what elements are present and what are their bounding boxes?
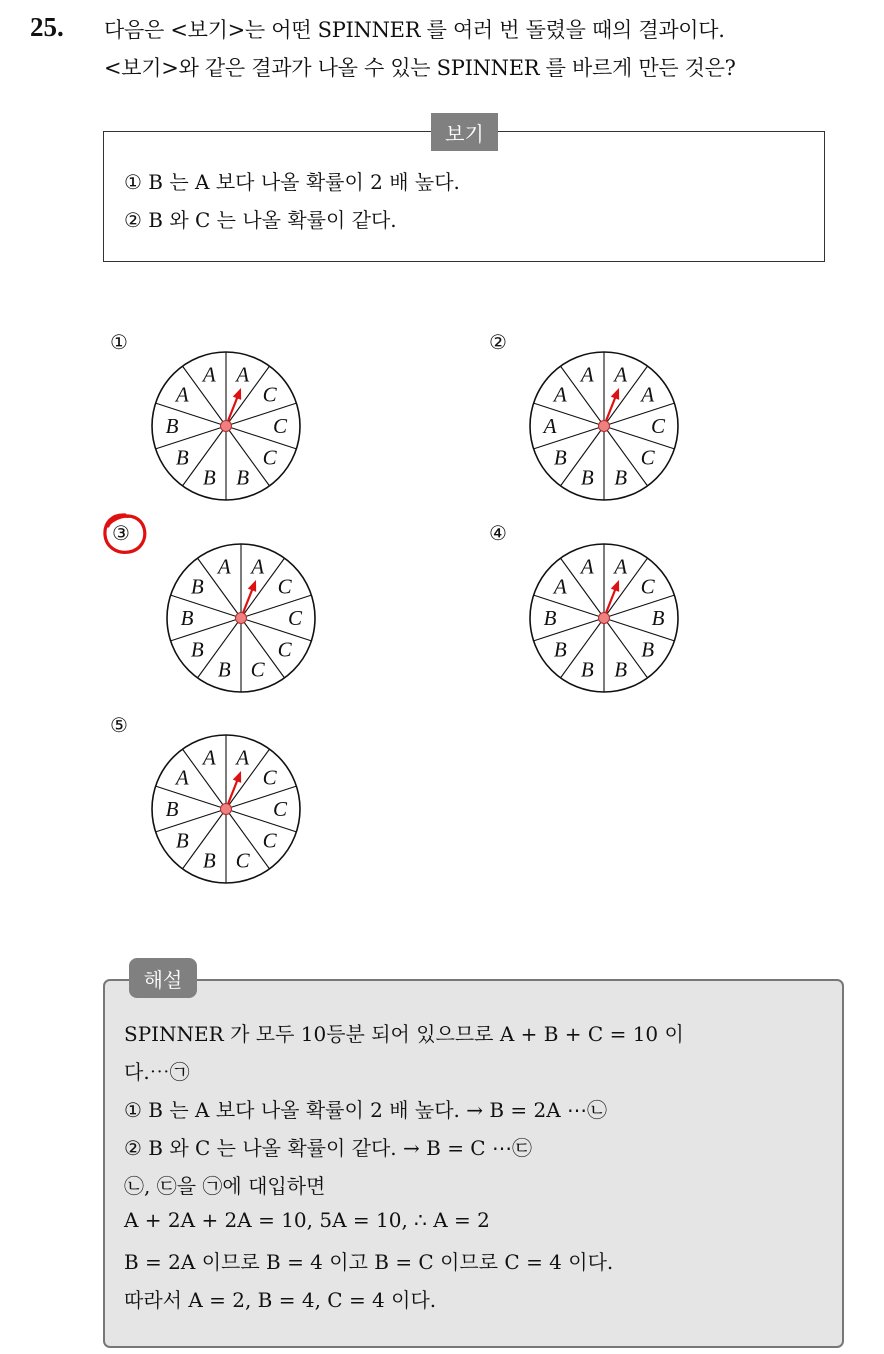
sector-label: B xyxy=(543,606,557,630)
solution-line-6: A + 2A + 2A = 10, 5A = 10, ∴ A = 2 xyxy=(124,1208,490,1232)
choice-1-number[interactable]: ① xyxy=(110,330,128,354)
sector-label: B xyxy=(202,848,216,873)
sector-label: B xyxy=(165,414,179,438)
sector-label: C xyxy=(262,445,277,470)
choice-3-number[interactable]: ③ xyxy=(112,521,130,545)
sector-label: C xyxy=(277,637,292,662)
solution-line-7: B = 2A 이므로 B = 4 이고 B = C 이므로 C = 4 이다. xyxy=(124,1250,614,1274)
choice-4-number[interactable]: ④ xyxy=(489,521,507,545)
sector-label: B xyxy=(614,657,628,682)
sector-label: B xyxy=(190,574,204,599)
spinner-1[interactable] xyxy=(150,350,302,502)
sector-label: B xyxy=(580,657,594,682)
sector-label: B xyxy=(165,797,179,821)
sector-label: A xyxy=(236,362,250,387)
sector-label: C xyxy=(640,445,655,470)
solution-line-5: ㉡, ㉢을 ㉠에 대입하면 xyxy=(124,1174,326,1198)
spinner-hub xyxy=(599,613,610,624)
sector-label: A xyxy=(202,362,216,387)
sector-label: A xyxy=(175,765,189,790)
bogi-tag: 보기 xyxy=(431,113,498,151)
sector-label: C xyxy=(262,828,277,853)
sector-label: B xyxy=(217,657,231,682)
question-text-line-1: 다음은 <보기>는 어떤 SPINNER 를 여러 번 돌렸을 때의 결과이다. xyxy=(104,18,725,42)
question-number: 25. xyxy=(30,12,64,42)
sector-label: B xyxy=(553,637,567,662)
spinner-3[interactable] xyxy=(165,542,317,694)
sector-label: B xyxy=(236,465,250,490)
bogi-condition-2: ② B 와 C 는 나올 확률이 같다. xyxy=(124,208,397,232)
solution-line-1: SPINNER 가 모두 10등분 되어 있으므로 A + B + C = 10 이 xyxy=(124,1022,684,1046)
spinner-5[interactable] xyxy=(150,733,302,885)
sector-label: C xyxy=(262,382,277,407)
sector-label: B xyxy=(190,637,204,662)
solution-line-8: 따라서 A = 2, B = 4, C = 4 이다. xyxy=(124,1288,437,1312)
sector-label: C xyxy=(277,574,292,599)
sector-label: B xyxy=(651,606,665,630)
sector-label: A xyxy=(614,554,628,579)
sector-label: A xyxy=(217,554,231,579)
sector-label: A xyxy=(553,382,567,407)
sector-label: B xyxy=(180,606,194,630)
choice-2-number[interactable]: ② xyxy=(489,330,507,354)
sector-label: C xyxy=(272,797,288,821)
sector-label: C xyxy=(250,657,265,682)
sector-label: A xyxy=(543,414,557,438)
spinner-2[interactable] xyxy=(528,350,680,502)
sector-label: C xyxy=(640,574,655,599)
bogi-condition-1: ① B 는 A 보다 나올 확률이 2 배 높다. xyxy=(124,170,460,194)
sector-label: A xyxy=(641,382,655,407)
sector-label: C xyxy=(235,848,250,873)
sector-label: A xyxy=(580,362,594,387)
sector-label: B xyxy=(553,445,567,470)
question-text-line-2: <보기>와 같은 결과가 나올 수 있는 SPINNER 를 바르게 만든 것은? xyxy=(104,56,736,80)
sector-label: B xyxy=(641,637,655,662)
sector-label: A xyxy=(175,382,189,407)
sector-label: A xyxy=(236,745,250,770)
spinner-hub xyxy=(599,421,610,432)
sector-label: A xyxy=(614,362,628,387)
spinner-hub xyxy=(221,804,232,815)
sector-label: A xyxy=(553,574,567,599)
choice-5-number[interactable]: ⑤ xyxy=(110,713,128,737)
sector-label: A xyxy=(580,554,594,579)
sector-label: B xyxy=(580,465,594,490)
solution-tag: 해설 xyxy=(129,958,197,998)
sector-label: A xyxy=(202,745,216,770)
sector-label: B xyxy=(175,828,189,853)
sector-label: C xyxy=(272,414,288,438)
spinner-hub xyxy=(221,421,232,432)
sector-label: B xyxy=(175,445,189,470)
sector-label: B xyxy=(202,465,216,490)
solution-line-3: ① B 는 A 보다 나올 확률이 2 배 높다. → B = 2A ⋯㉡ xyxy=(124,1098,608,1122)
solution-line-2: 다.⋯㉠ xyxy=(124,1060,190,1084)
solution-line-4: ② B 와 C 는 나올 확률이 같다. → B = C ⋯㉢ xyxy=(124,1136,532,1160)
spinner-4[interactable] xyxy=(528,542,680,694)
spinner-hub xyxy=(236,613,247,624)
sector-label: C xyxy=(287,606,303,630)
sector-label: C xyxy=(650,414,666,438)
sector-label: A xyxy=(251,554,265,579)
sector-label: C xyxy=(262,765,277,790)
sector-label: B xyxy=(614,465,628,490)
